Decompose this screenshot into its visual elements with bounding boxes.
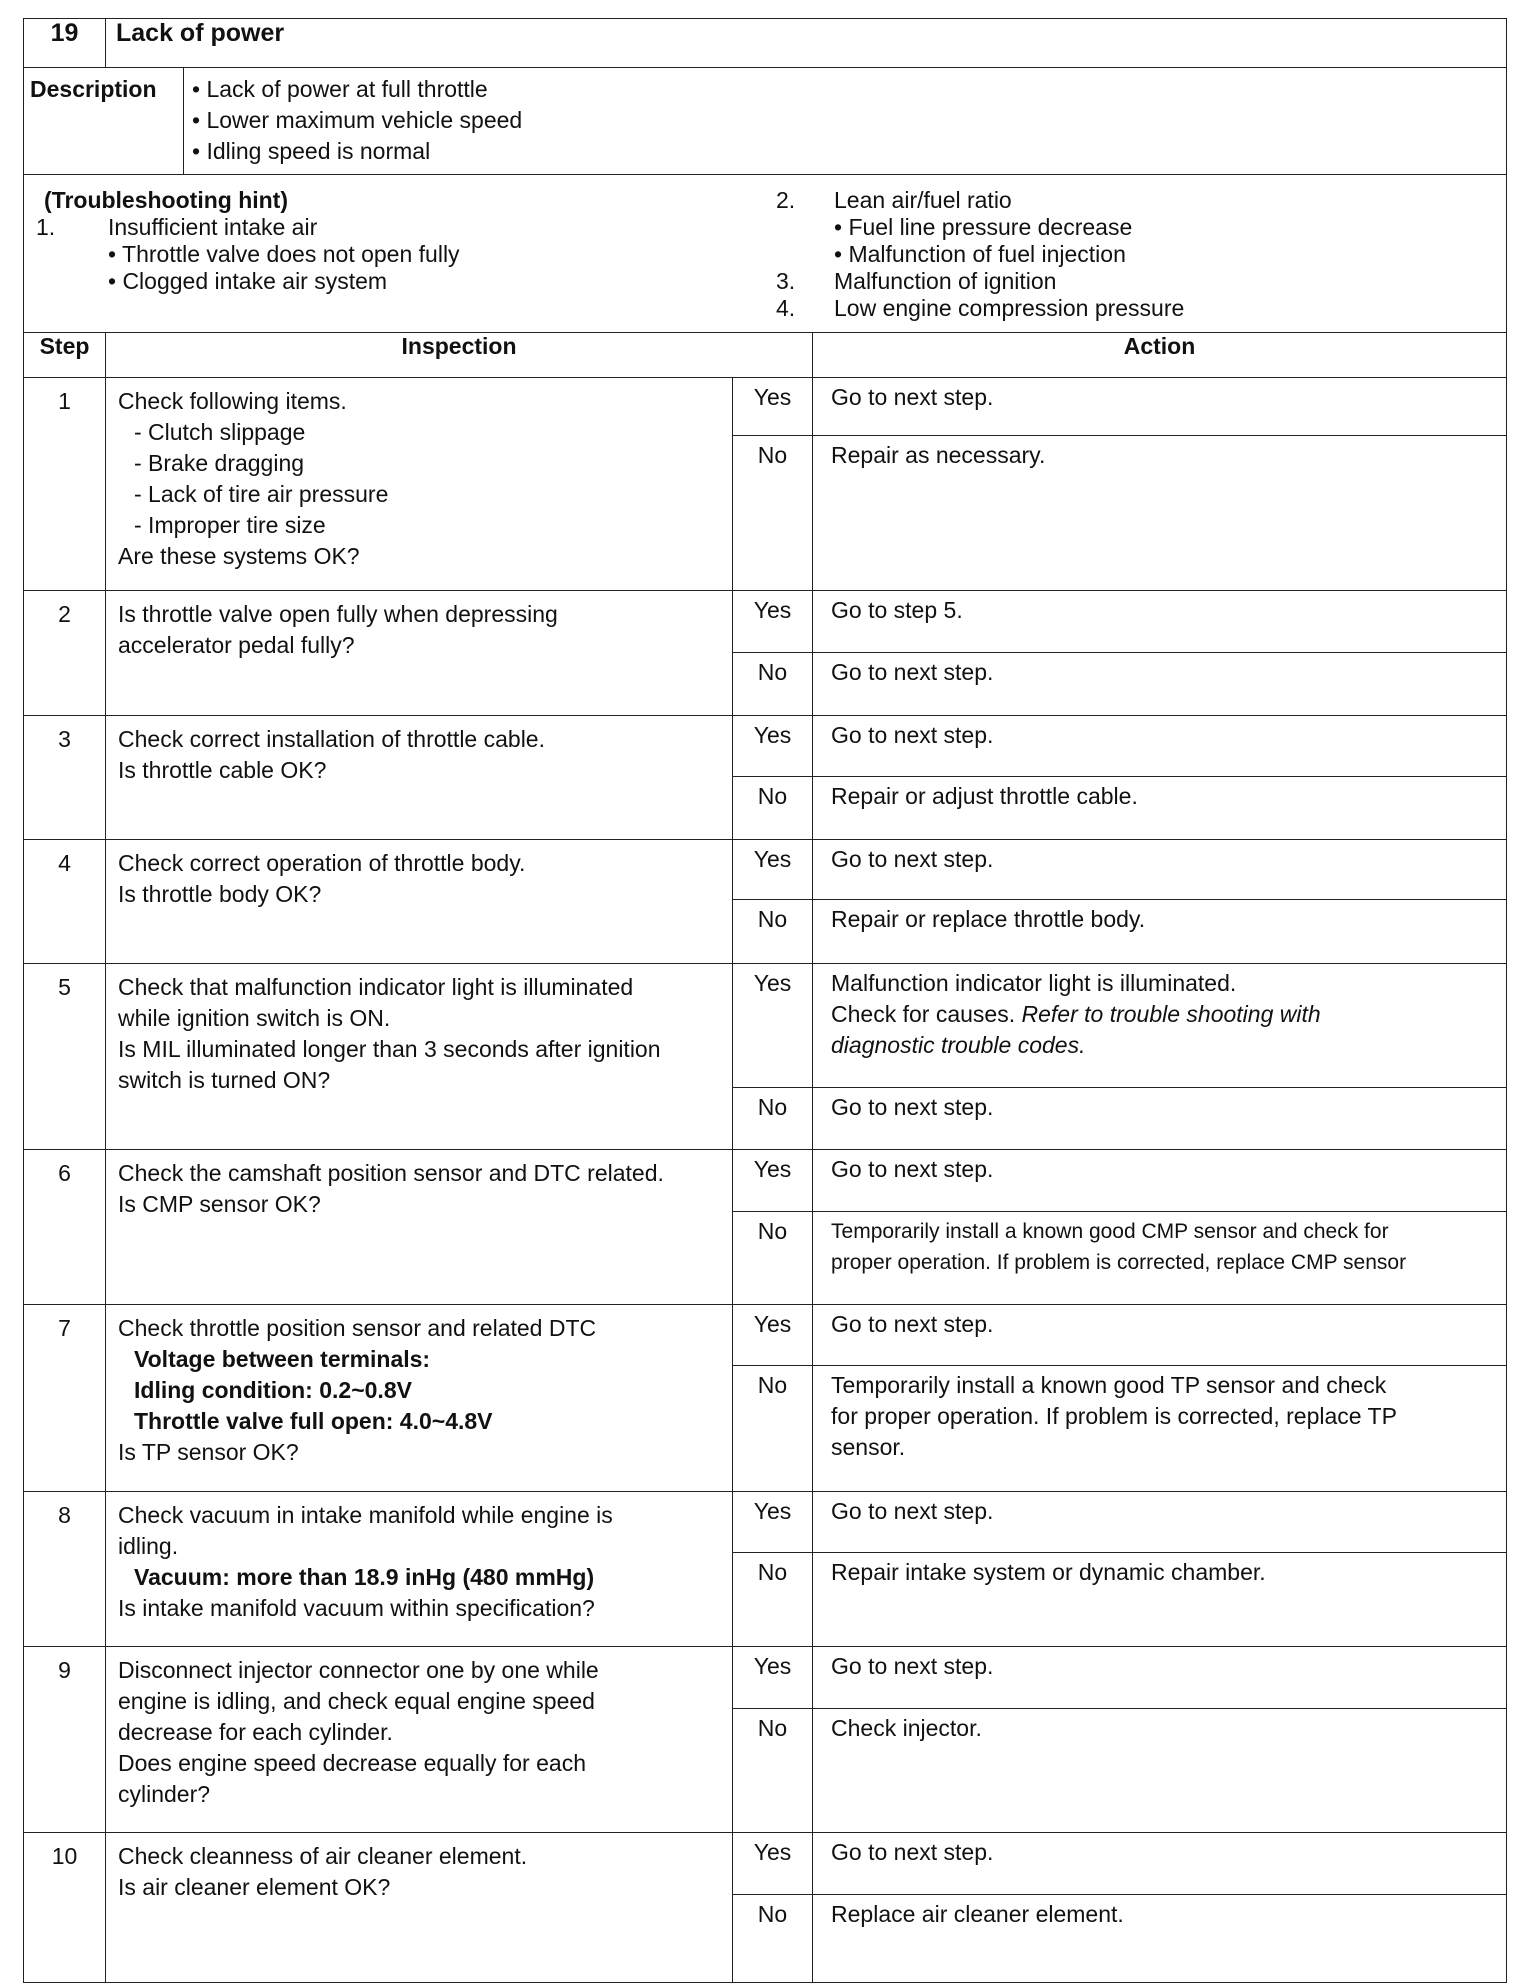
yes-label: Yes — [733, 591, 813, 653]
section-title: Lack of power — [106, 19, 1507, 68]
action-text: Go to next step. — [831, 846, 994, 872]
step-number: 6 — [24, 1150, 106, 1305]
inspection-line: Is TP sensor OK? — [118, 1439, 299, 1465]
action-text: Go to next step. — [831, 1653, 994, 1679]
no-action — [813, 777, 1507, 840]
yes-action — [813, 964, 1507, 1088]
yes-action — [813, 1305, 1507, 1366]
action-line — [831, 844, 1496, 875]
action-line — [831, 1432, 1496, 1463]
no-action — [813, 1088, 1507, 1150]
step-inspection — [106, 591, 733, 716]
action-text: Repair intake system or dynamic chamber. — [831, 1559, 1266, 1585]
inspection-line: Are these systems OK? — [118, 543, 360, 569]
action-line — [831, 1496, 1496, 1527]
step-number: 5 — [24, 964, 106, 1150]
step-number: 2 — [24, 591, 106, 716]
yes-action — [813, 1647, 1507, 1709]
action-line — [831, 1370, 1496, 1401]
inspection-line: decrease for each cylinder. — [118, 1719, 393, 1745]
hint-number: 4. — [776, 295, 796, 321]
step-inspection — [106, 1305, 733, 1492]
inspection-line: - Brake dragging — [134, 450, 305, 476]
yes-label: Yes — [733, 1492, 813, 1553]
action-line — [831, 1557, 1496, 1588]
step-row — [24, 1833, 1507, 1895]
yes-label: Yes — [733, 1833, 813, 1895]
inspection-line: while ignition switch is ON. — [118, 1005, 391, 1031]
hint-number: 1. — [36, 214, 56, 240]
step-number: 3 — [24, 716, 106, 840]
troubleshooting-sheet — [23, 18, 1507, 1983]
inspection-line: Does engine speed decrease equally for each — [118, 1750, 586, 1776]
no-action — [813, 900, 1507, 964]
no-action — [813, 1895, 1507, 1983]
step-inspection — [106, 964, 733, 1150]
action-reference: Refer to trouble shooting with — [1015, 1001, 1321, 1027]
step-row — [24, 1305, 1507, 1366]
inspection-line: Check that malfunction indicator light is illuminated — [118, 974, 634, 1000]
no-action — [813, 653, 1507, 716]
inspection-line: Check following items. — [118, 388, 347, 414]
inspection-line: Is MIL illuminated longer than 3 seconds after ignition — [118, 1036, 661, 1062]
section-number: 19 — [24, 19, 106, 68]
action-text: Go to next step. — [831, 659, 994, 685]
hint-item: Lean air/fuel ratio — [834, 187, 1012, 213]
step-row — [24, 716, 1507, 777]
yes-action — [813, 1150, 1507, 1212]
action-line — [831, 720, 1496, 751]
step-number: 7 — [24, 1305, 106, 1492]
inspection-line: Check vacuum in intake manifold while engine is — [118, 1502, 613, 1528]
inspection-line: - Lack of tire air pressure — [134, 481, 389, 507]
inspection-line: Check correct installation of throttle cable. — [118, 726, 545, 752]
troubleshooting-hint — [23, 175, 1507, 333]
action-text: Go to step 5. — [831, 597, 963, 623]
column-header-inspection: Inspection — [106, 333, 813, 378]
inspection-line: switch is turned ON? — [118, 1067, 331, 1093]
no-label: No — [733, 1709, 813, 1833]
action-line — [831, 1651, 1496, 1682]
no-label: No — [733, 1895, 813, 1983]
step-row — [24, 1492, 1507, 1553]
yes-action — [813, 1833, 1507, 1895]
hint-item: Low engine compression pressure — [834, 295, 1185, 321]
action-text: Repair or replace throttle body. — [831, 906, 1146, 932]
inspection-steps — [24, 378, 1507, 1983]
action-text: Temporarily install a known good CMP sensor and check for — [831, 1220, 1389, 1243]
yes-action — [813, 840, 1507, 900]
description-item: • Idling speed is normal — [192, 138, 431, 164]
no-label: No — [733, 1553, 813, 1647]
hint-title: (Troubleshooting hint) — [44, 187, 289, 213]
step-inspection — [106, 1647, 733, 1833]
action-line — [831, 781, 1496, 812]
inspection-line: engine is idling, and check equal engine speed — [118, 1688, 595, 1714]
no-label: No — [733, 436, 813, 591]
no-action — [813, 436, 1507, 591]
hint-number: 2. — [776, 187, 796, 213]
section-header — [23, 18, 1507, 68]
inspection-line: accelerator pedal fully? — [118, 632, 355, 658]
action-text: Go to next step. — [831, 1094, 994, 1120]
description-item: • Lack of power at full throttle — [192, 76, 488, 102]
hint-item: Malfunction of ignition — [834, 268, 1057, 294]
action-line — [831, 1309, 1496, 1340]
inspection-line: cylinder? — [118, 1781, 211, 1807]
description-list — [184, 68, 1507, 175]
action-text: Go to next step. — [831, 1311, 994, 1337]
yes-label: Yes — [733, 1305, 813, 1366]
inspection-table — [23, 333, 1507, 1983]
yes-label: Yes — [733, 378, 813, 436]
no-label: No — [733, 1212, 813, 1305]
no-label: No — [733, 777, 813, 840]
action-text: Go to next step. — [831, 1156, 994, 1182]
yes-label: Yes — [733, 716, 813, 777]
step-number: 9 — [24, 1647, 106, 1833]
hint-item: • Fuel line pressure decrease — [834, 214, 1133, 240]
no-label: No — [733, 1088, 813, 1150]
inspection-line: Throttle valve full open: 4.0~4.8V — [134, 1408, 493, 1434]
hint-item: Insufficient intake air — [108, 214, 318, 240]
yes-label: Yes — [733, 1150, 813, 1212]
hint-item: • Malfunction of fuel injection — [834, 241, 1126, 267]
yes-action — [813, 378, 1507, 436]
yes-label: Yes — [733, 1647, 813, 1709]
action-text: for proper operation. If problem is corrected, replace TP — [831, 1403, 1397, 1429]
inspection-line: Is throttle body OK? — [118, 881, 322, 907]
step-row — [24, 840, 1507, 900]
action-line — [831, 1713, 1496, 1744]
action-text: Check for causes. — [831, 1001, 1016, 1027]
description-item: • Lower maximum vehicle speed — [192, 107, 523, 133]
action-text: Go to next step. — [831, 384, 994, 410]
step-row — [24, 591, 1507, 653]
action-text: Check injector. — [831, 1715, 982, 1741]
action-reference: diagnostic trouble codes. — [831, 1032, 1086, 1058]
inspection-line: - Clutch slippage — [134, 419, 306, 445]
description-block — [23, 68, 1507, 175]
action-text: Go to next step. — [831, 1839, 994, 1865]
step-row — [24, 1647, 1507, 1709]
inspection-line: Is throttle cable OK? — [118, 757, 327, 783]
action-text: proper operation. If problem is corrected, replace CMP sensor — [831, 1251, 1407, 1274]
description-label: Description — [24, 68, 184, 175]
step-inspection — [106, 378, 733, 591]
action-line — [831, 999, 1496, 1030]
action-line — [831, 904, 1496, 935]
inspection-line: Idling condition: 0.2~0.8V — [134, 1377, 412, 1403]
inspection-line: Check the camshaft position sensor and DTC related. — [118, 1160, 664, 1186]
inspection-line: Is CMP sensor OK? — [118, 1191, 321, 1217]
action-line — [831, 1030, 1496, 1061]
no-label: No — [733, 900, 813, 964]
column-header-step: Step — [24, 333, 106, 378]
action-line — [831, 595, 1496, 626]
yes-action — [813, 1492, 1507, 1553]
yes-label: Yes — [733, 964, 813, 1088]
inspection-line: Check cleanness of air cleaner element. — [118, 1843, 528, 1869]
action-line — [831, 1401, 1496, 1432]
step-number: 1 — [24, 378, 106, 591]
action-line — [831, 968, 1496, 999]
action-line — [831, 440, 1496, 471]
inspection-line: Voltage between terminals: — [134, 1346, 431, 1372]
yes-label: Yes — [733, 840, 813, 900]
no-action — [813, 1553, 1507, 1647]
step-row — [24, 964, 1507, 1088]
no-action — [813, 1709, 1507, 1833]
hint-item: • Clogged intake air system — [108, 268, 388, 294]
inspection-line: Check throttle position sensor and related DTC — [118, 1315, 597, 1341]
action-text: Repair as necessary. — [831, 442, 1046, 468]
action-text: sensor. — [831, 1434, 906, 1460]
yes-action — [813, 591, 1507, 653]
action-line — [831, 1092, 1496, 1123]
action-line — [831, 1154, 1496, 1185]
step-inspection — [106, 1150, 733, 1305]
action-text: Temporarily install a known good TP sensor and check — [831, 1372, 1387, 1398]
no-action — [813, 1366, 1507, 1492]
action-line — [831, 1247, 1496, 1278]
action-line — [831, 1837, 1496, 1868]
step-inspection — [106, 840, 733, 964]
inspection-line: Check correct operation of throttle body. — [118, 850, 526, 876]
step-number: 8 — [24, 1492, 106, 1647]
inspection-line: idling. — [118, 1533, 179, 1559]
action-line — [831, 657, 1496, 688]
action-text: Go to next step. — [831, 1498, 994, 1524]
yes-action — [813, 716, 1507, 777]
inspection-line: Is air cleaner element OK? — [118, 1874, 391, 1900]
step-row — [24, 1150, 1507, 1212]
action-line — [831, 1899, 1496, 1930]
action-line — [831, 382, 1496, 413]
step-inspection — [106, 1492, 733, 1647]
inspection-line: Is intake manifold vacuum within specification? — [118, 1595, 595, 1621]
step-row — [24, 378, 1507, 436]
inspection-line: Is throttle valve open fully when depressing — [118, 601, 558, 627]
no-label: No — [733, 1366, 813, 1492]
inspection-line: - Improper tire size — [134, 512, 326, 538]
inspection-line: Vacuum: more than 18.9 inHg (480 mmHg) — [134, 1564, 595, 1590]
action-text: Replace air cleaner element. — [831, 1901, 1124, 1927]
step-number: 4 — [24, 840, 106, 964]
column-header-action: Action — [813, 333, 1507, 378]
no-label: No — [733, 653, 813, 716]
step-number: 10 — [24, 1833, 106, 1983]
action-text: Go to next step. — [831, 722, 994, 748]
hint-number: 3. — [776, 268, 796, 294]
no-action — [813, 1212, 1507, 1305]
step-inspection — [106, 1833, 733, 1983]
action-text: Repair or adjust throttle cable. — [831, 783, 1138, 809]
inspection-line: Disconnect injector connector one by one while — [118, 1657, 599, 1683]
action-text: Malfunction indicator light is illuminated. — [831, 970, 1237, 996]
step-inspection — [106, 716, 733, 840]
hint-item: • Throttle valve does not open fully — [108, 241, 460, 267]
action-line — [831, 1216, 1496, 1247]
